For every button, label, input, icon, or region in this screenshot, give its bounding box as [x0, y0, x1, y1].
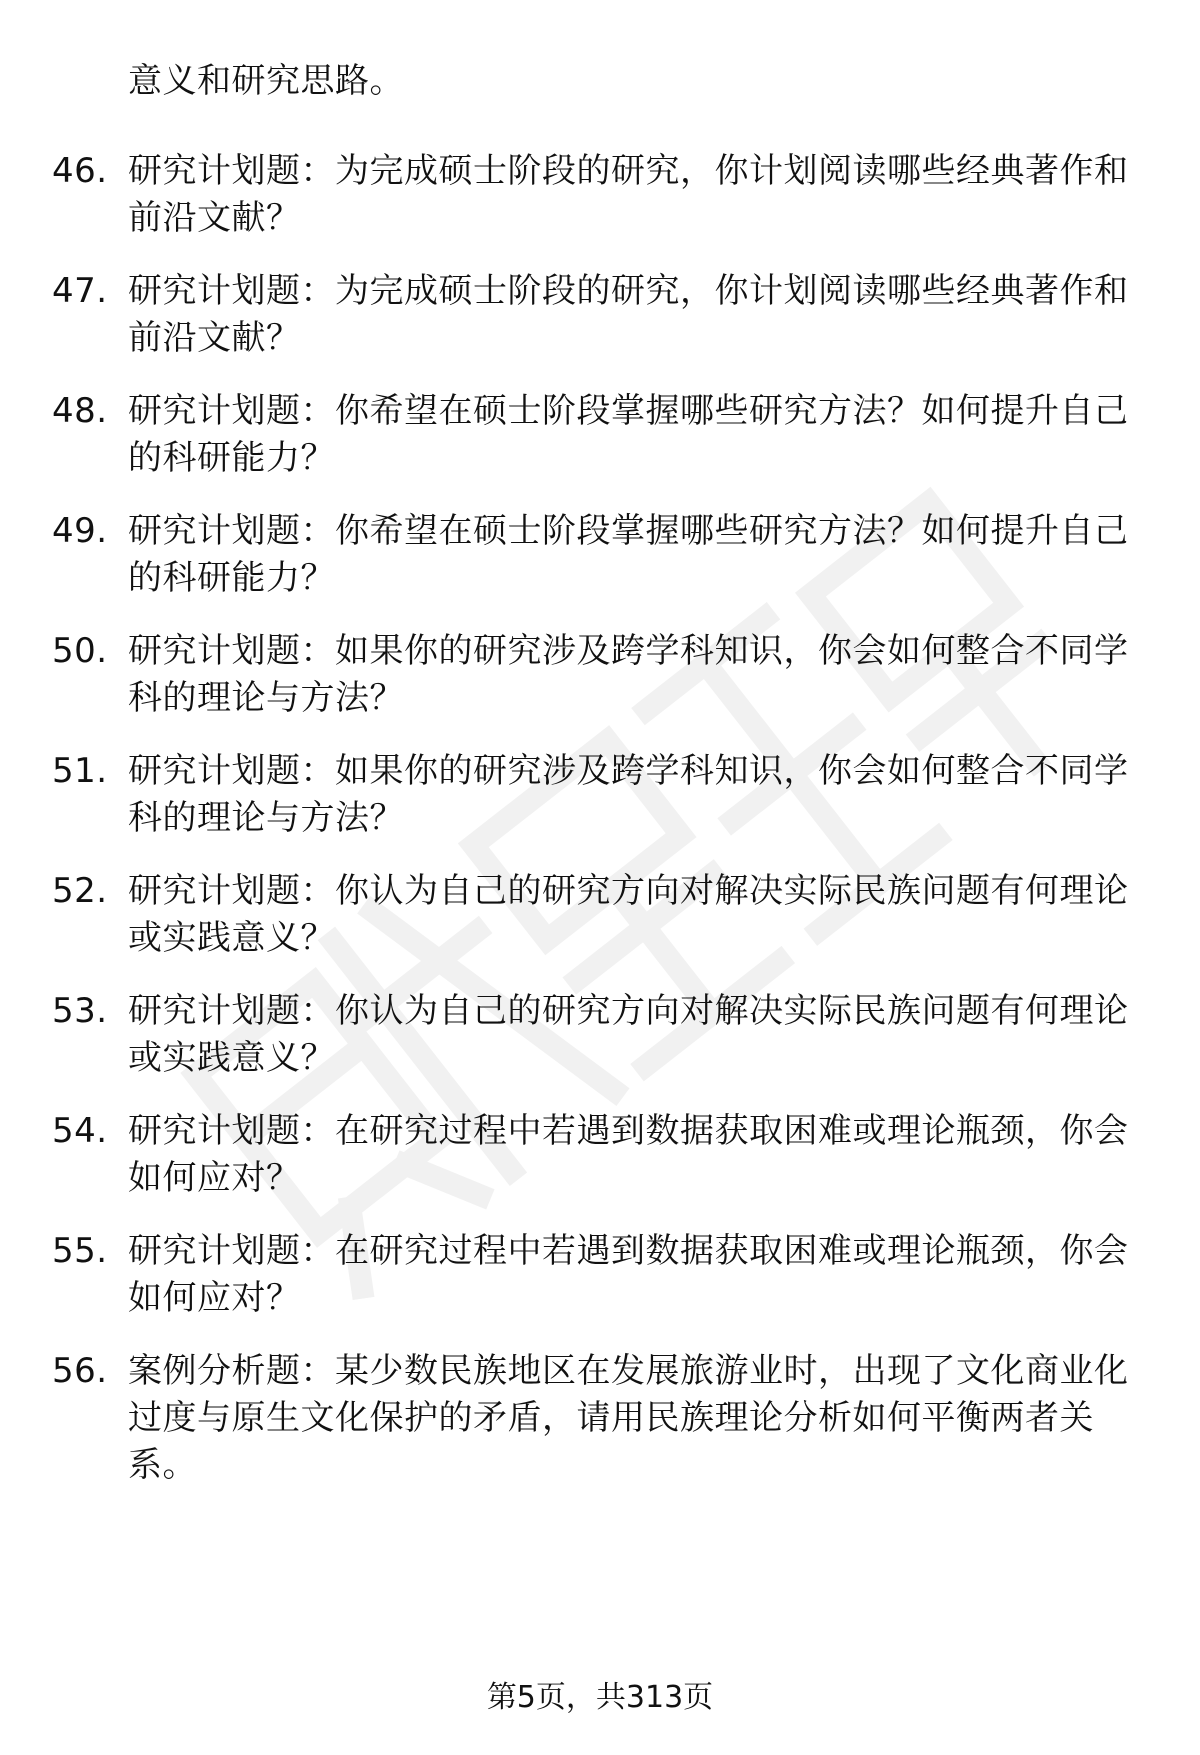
item-text: 研究计划题：如果你的研究涉及跨学科知识，你会如何整合不同学科的理论与方法？	[128, 751, 1129, 838]
item-number: 47.	[52, 271, 108, 311]
item-text: 案例分析题：某少数民族地区在发展旅游业时，出现了文化商业化过度与原生文化保护的矛盾，请用民族理论分析如何平衡两者关系。	[128, 1351, 1129, 1485]
item-number: 50.	[52, 631, 108, 671]
item-text: 研究计划题：为完成硕士阶段的研究，你计划阅读哪些经典著作和前沿文献？	[128, 151, 1129, 238]
item-text: 研究计划题：在研究过程中若遇到数据获取困难或理论瓶颈，你会如何应对？	[128, 1111, 1129, 1198]
item-number: 55.	[52, 1231, 108, 1271]
item-text: 研究计划题：为完成硕士阶段的研究，你计划阅读哪些经典著作和前沿文献？	[128, 271, 1129, 358]
continuation-text: 意义和研究思路。	[128, 61, 404, 101]
item-text: 研究计划题：如果你的研究涉及跨学科知识，你会如何整合不同学科的理论与方法？	[128, 631, 1129, 718]
item-text: 研究计划题：你认为自己的研究方向对解决实际民族问题有何理论或实践意义？	[128, 871, 1129, 958]
item-number: 48.	[52, 391, 108, 431]
item-text: 研究计划题：在研究过程中若遇到数据获取困难或理论瓶颈，你会如何应对？	[128, 1231, 1129, 1318]
page-footer: 第5页，共313页	[486, 1680, 714, 1715]
item-number: 53.	[52, 991, 108, 1031]
item-text: 研究计划题：你认为自己的研究方向对解决实际民族问题有何理论或实践意义？	[128, 991, 1129, 1078]
item-number: 51.	[52, 751, 108, 791]
item-number: 46.	[52, 151, 108, 191]
item-number: 56.	[52, 1351, 108, 1391]
item-number: 52.	[52, 871, 108, 911]
item-number: 49.	[52, 511, 108, 551]
item-text: 研究计划题：你希望在硕士阶段掌握哪些研究方法？如何提升自己的科研能力？	[128, 511, 1129, 598]
item-text: 研究计划题：你希望在硕士阶段掌握哪些研究方法？如何提升自己的科研能力？	[128, 391, 1129, 478]
item-number: 54.	[52, 1111, 108, 1151]
